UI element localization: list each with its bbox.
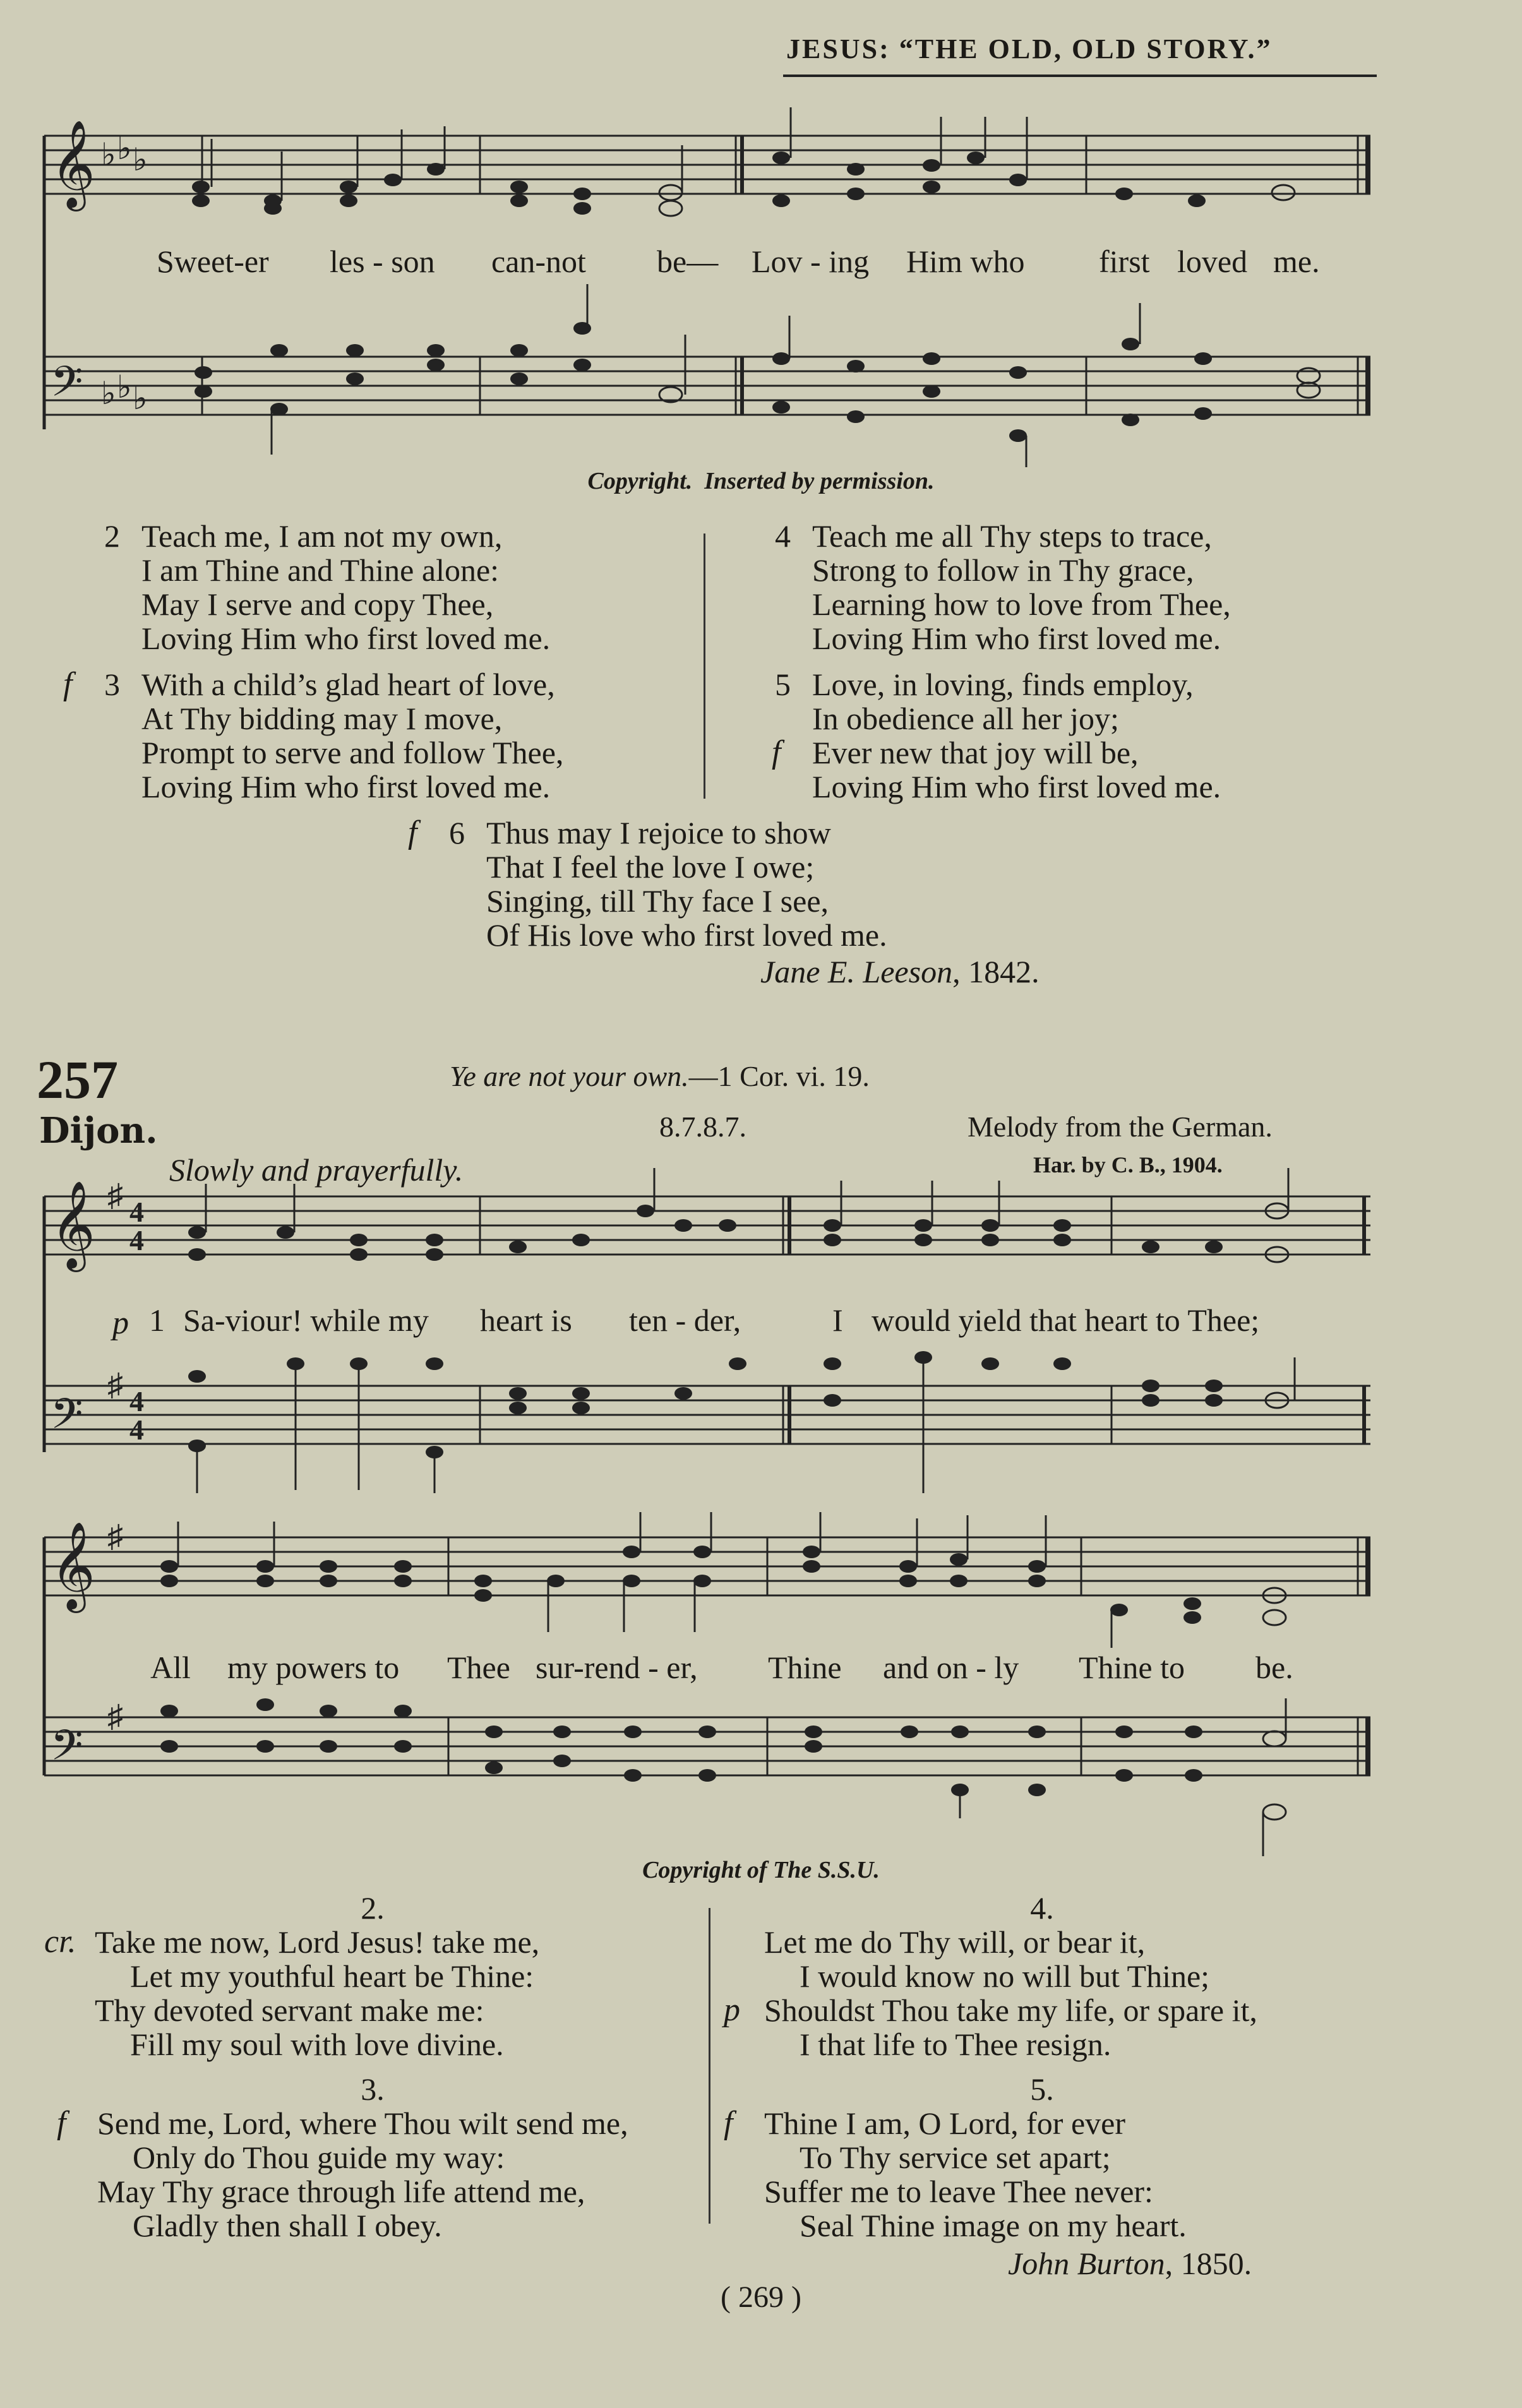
- svg-text:4: 4: [129, 1385, 144, 1417]
- dynamic-mark: f: [408, 814, 417, 850]
- lyric-syllable: would yield that heart to Thee;: [872, 1302, 1260, 1338]
- lyric-syllable: Thine to: [1079, 1650, 1185, 1685]
- stanza-line: Teach me, I am not my own,: [141, 518, 503, 554]
- svg-text:♯: ♯: [107, 1698, 123, 1734]
- stanza-line: Loving Him who first loved me.: [141, 621, 551, 656]
- lyric-syllable: I: [832, 1302, 843, 1338]
- stanza-line: Send me, Lord, where Thou wilt send me,: [97, 2106, 628, 2141]
- lyric-syllable: All: [150, 1650, 191, 1685]
- lyric-syllable: can-not: [491, 244, 586, 279]
- dynamic-mark: f: [63, 666, 73, 702]
- system-1-staves: [44, 136, 1370, 429]
- stanza-4: [726, 1891, 1358, 2061]
- svg-text:4: 4: [129, 1196, 144, 1228]
- author-name: Jane E. Leeson: [760, 954, 953, 989]
- svg-text:♯: ♯: [107, 1518, 123, 1554]
- svg-text:4: 4: [129, 1414, 144, 1446]
- scripture-reference: [450, 1059, 870, 1094]
- stanza-line: May I serve and copy Thee,: [141, 587, 494, 622]
- lyric-syllable: Sweet-er: [157, 244, 269, 279]
- svg-text:♭: ♭: [133, 142, 148, 177]
- dynamic-mark: p: [112, 1305, 129, 1341]
- copyright-note: Copyright of The S.S.U.: [642, 1857, 880, 1883]
- svg-text:𝄢: 𝄢: [51, 357, 83, 416]
- stanza-line: Thine I am, O Lord, for ever: [764, 2106, 1125, 2141]
- stanza-line: Only do Thou guide my way:: [133, 2140, 505, 2175]
- lyric-syllable: and on - ly: [883, 1650, 1019, 1685]
- stanza-5: [726, 2072, 1358, 2243]
- stanza-line: I would know no will but Thine;: [800, 1958, 1210, 1994]
- stanza-line: Of His love who first loved me.: [486, 917, 887, 953]
- lyric-syllable: loved: [1177, 244, 1248, 279]
- dynamic-mark: f: [772, 734, 781, 770]
- svg-text:♭: ♭: [117, 131, 132, 166]
- stanza-line: Let my youthful heart be Thine:: [130, 1958, 534, 1994]
- lyric-syllable: les - son: [330, 244, 435, 279]
- stanza-line: Let me do Thy will, or bear it,: [764, 1924, 1146, 1960]
- stanza-line: Shouldst Thou take my life, or spare it,: [764, 1993, 1257, 2028]
- stanza-line: Seal Thine image on my heart.: [800, 2208, 1187, 2243]
- svg-text:𝄞: 𝄞: [51, 1522, 95, 1609]
- svg-text:♯: ♯: [107, 1367, 123, 1402]
- author-name: John Burton: [1008, 2246, 1165, 2281]
- lyric-syllable: be—: [657, 244, 719, 279]
- stanza-line: Teach me all Thy steps to trace,: [812, 518, 1212, 554]
- author-credit: [1008, 2246, 1252, 2280]
- svg-text:4: 4: [129, 1224, 144, 1256]
- dynamic-mark: f: [57, 2105, 66, 2141]
- stanza-line: I am Thine and Thine alone:: [141, 552, 500, 588]
- svg-text:𝄢: 𝄢: [51, 1721, 83, 1780]
- svg-text:𝄞: 𝄞: [51, 1181, 95, 1268]
- stanza-line: Prompt to serve and follow Thee,: [141, 735, 564, 770]
- stanza-number: 5: [775, 667, 791, 702]
- melody-credit: Melody from the German.: [968, 1111, 1273, 1143]
- stanza-2: [38, 1891, 707, 2061]
- stanza-line: Loving Him who first loved me.: [141, 769, 551, 804]
- stanza-line: Suffer me to leave Thee never:: [764, 2174, 1153, 2209]
- lyric-syllable: sur-rend - er,: [536, 1650, 698, 1685]
- svg-text:𝄢: 𝄢: [51, 1390, 83, 1448]
- stanza-line: Take me now, Lord Jesus! take me,: [95, 1924, 540, 1960]
- lyric-syllable: Thee: [447, 1650, 510, 1685]
- column-divider: [709, 1908, 710, 2224]
- lyric-syllable: Thine: [768, 1650, 842, 1685]
- stanza-line: Learning how to love from Thee,: [812, 587, 1231, 622]
- stanza-line: Love, in loving, finds employ,: [812, 667, 1194, 702]
- svg-text:♭: ♭: [133, 381, 148, 416]
- lyric-syllable: ten - der,: [629, 1302, 741, 1338]
- lyric-syllable: Lov - ing: [752, 244, 870, 279]
- stanza-line: In obedience all her joy;: [812, 701, 1119, 736]
- stanza-line: Thy devoted servant make me:: [95, 1993, 484, 2028]
- stanza-line: Thus may I rejoice to show: [486, 815, 831, 850]
- stanza-3: [38, 2072, 707, 2243]
- svg-text:𝄞: 𝄞: [51, 120, 95, 208]
- tempo-marking: Slowly and prayerfully.: [169, 1152, 464, 1188]
- lyric-syllable: my powers to: [227, 1650, 400, 1685]
- scripture-text: Ye are not your own.: [450, 1060, 689, 1092]
- stanza-line: Fill my soul with love divine.: [130, 2027, 504, 2062]
- author-credit: [760, 955, 1040, 989]
- stanza-number: 3.: [361, 2071, 385, 2107]
- harmony-credit: Har. by C. B., 1904.: [1033, 1152, 1223, 1177]
- dynamic-mark: p: [724, 1992, 740, 2028]
- stanza-line: I that life to Thee resign.: [800, 2027, 1112, 2062]
- svg-text:♭: ♭: [101, 137, 116, 172]
- running-head: JESUS: “THE OLD, OLD STORY.”: [786, 33, 1273, 64]
- dynamic-mark: cr.: [44, 1924, 76, 1960]
- stanza-line: Gladly then shall I obey.: [133, 2208, 442, 2243]
- svg-text:♭: ♭: [101, 376, 116, 411]
- svg-text:♭: ♭: [117, 369, 132, 405]
- verse-number: 1: [149, 1302, 165, 1338]
- lyric-syllable: be.: [1255, 1650, 1293, 1685]
- lyric-syllable: Sa-viour! while my: [183, 1302, 429, 1338]
- stanza-line: At Thy bidding may I move,: [141, 701, 503, 736]
- hymn-number: 257: [37, 1049, 118, 1110]
- stanza-line: With a child’s glad heart of love,: [141, 667, 555, 702]
- stanza-line: To Thy service set apart;: [800, 2140, 1111, 2175]
- system-1-half-notes: [212, 107, 1320, 467]
- stanza-number: 4: [775, 518, 791, 554]
- stanza-line: Ever new that joy will be,: [812, 735, 1139, 770]
- stanza-line: May Thy grace through life attend me,: [97, 2174, 585, 2209]
- stanza-number: 3: [104, 667, 120, 702]
- stanza-number: 6: [449, 815, 465, 850]
- stanza-5: [765, 667, 1221, 804]
- meter: 8.7.8.7.: [659, 1111, 746, 1143]
- stanza-6: [408, 814, 887, 953]
- lyric-syllable: first: [1099, 244, 1150, 279]
- stanza-3: [63, 666, 564, 804]
- system-1-noteheads: [51, 120, 1212, 442]
- lyric-syllable: heart is: [480, 1302, 572, 1338]
- svg-text:♯: ♯: [107, 1177, 123, 1213]
- lyric-syllable: me.: [1273, 244, 1320, 279]
- stanza-line: Singing, till Thy face I see,: [486, 883, 829, 919]
- stanza-line: Strong to follow in Thy grace,: [812, 552, 1194, 588]
- stanza-line: That I feel the love I owe;: [486, 849, 815, 885]
- author-year: , 1842.: [952, 954, 1040, 989]
- copyright-note: Copyright. Inserted by permission.: [587, 468, 935, 494]
- page-number: ( 269 ): [721, 2280, 801, 2314]
- stanza-number: 5.: [1030, 2071, 1054, 2107]
- stanza-number: 2: [104, 518, 120, 554]
- stanza-line: Loving Him who first loved me.: [812, 621, 1221, 656]
- lyric-syllable: Him who: [906, 244, 1025, 279]
- stanza-2: [95, 519, 550, 655]
- stanza-number: 4.: [1030, 1890, 1054, 1926]
- column-divider: [704, 533, 705, 799]
- scripture-citation: —1 Cor. vi. 19.: [688, 1060, 870, 1092]
- stanza-4: [765, 519, 1231, 655]
- tune-name: Dijon.: [39, 1110, 158, 1152]
- dynamic-mark: f: [724, 2105, 733, 2141]
- author-year: , 1850.: [1165, 2246, 1252, 2281]
- stanza-number: 2.: [361, 1890, 385, 1926]
- stanza-line: Loving Him who first loved me.: [812, 769, 1221, 804]
